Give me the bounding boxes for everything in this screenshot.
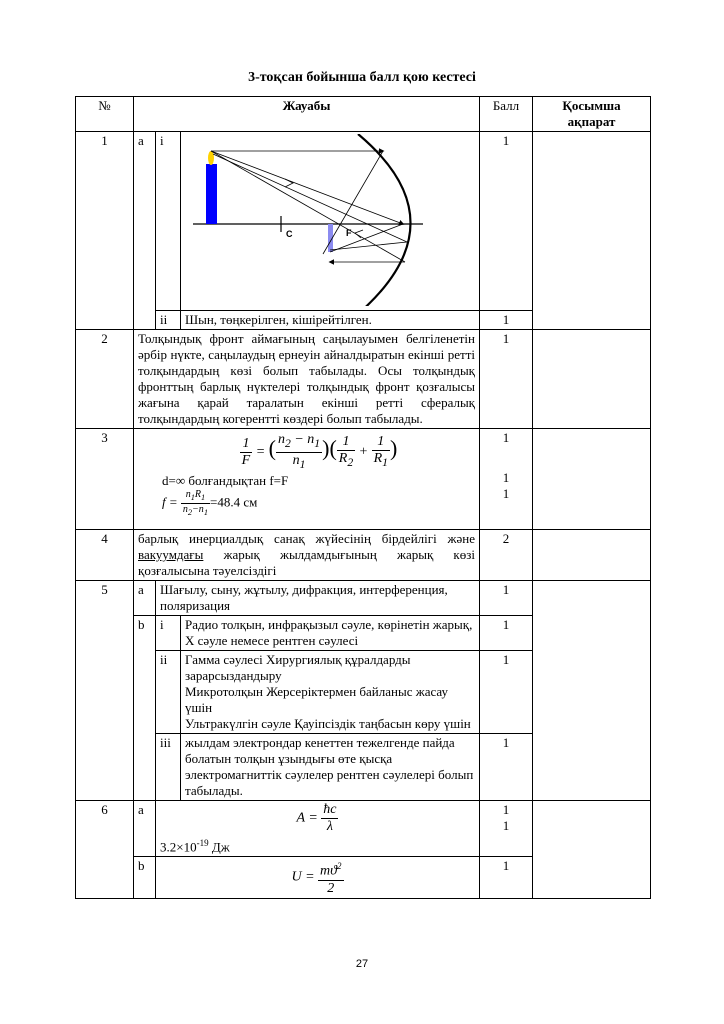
- q6-a-value: $3.2\times 10^{-19}$ Дж: [160, 838, 230, 855]
- q5-score-b-i: 1: [480, 616, 533, 651]
- mirror-ray-diagram: [193, 134, 423, 306]
- q1-diagram-cell: [181, 132, 480, 311]
- q2-extra: [533, 330, 651, 429]
- q2-text: Толқындық фронт аймағының саңылауымен белгіленетін әрбір нүкте, саңылаудың ернеуін айналдыратын екінші ретті толқындардың көзі болып табылады. Осы толқындық фронттың барлық нүктелері толқындық фронт қозғалысы жағына қарай таралатын екінші ретті сфералық толқындардың когерентті көздері болып табылады.: [134, 330, 480, 429]
- q3-condition: d=∞ болғандықтан f=F: [162, 472, 289, 488]
- grading-table: [75, 96, 651, 899]
- q5-b-iii-text: жылдам электрондар кенеттен тежелгенде пайда болатын толқын ұзындығы өте қысқа электромагниттік сәулелер рентген сәулелері болып табылады.: [181, 734, 480, 801]
- q4-text: барлық инерциалдық санақ жүйесінің бірдейлігі және вакуумдағы жарық жылдамдығының жарық көзі қозғалысына тәуелсіздігі: [134, 530, 480, 581]
- q3-score-1: 1: [502, 430, 510, 445]
- q6-score-a-2: 1: [502, 818, 510, 833]
- q6-a-answer: [156, 801, 480, 857]
- q2-number: 2: [76, 330, 134, 429]
- q5-part-a: a: [134, 581, 156, 616]
- q5-b-i-text: Радио толқын, инфрақызыл сәуле, көрінетін жарық, Х сәуле немесе рентген сәулесі: [181, 616, 480, 651]
- lensmaker-formula: $\frac{1}{F}$ = ( $\frac{n_2 - n_1}{n_1}$ )( $\frac{1}{R_2}$ + $\frac{1}{R_1}$ ): [241, 432, 398, 471]
- q1-score-i: 1: [480, 132, 533, 311]
- q2-score: 1: [480, 330, 533, 429]
- q5-b-ii-line: Микротолқын Жерсеріктермен байланыс жасау үшін: [185, 684, 449, 715]
- ray-center-reflected: [330, 242, 407, 250]
- ray-direction-arrow: [355, 230, 363, 238]
- q5-b-ii-line: Ультракүлгін сәуле Қауіпсіздік таңбасын көру үшін: [185, 716, 471, 731]
- q1-score-ii: 1: [480, 311, 533, 330]
- q5-row-a: [76, 581, 651, 616]
- q1-extra: [533, 132, 651, 330]
- q5-sub-iii: iii: [156, 734, 181, 801]
- q1-row-i: [76, 132, 651, 311]
- ray-from-vertex: [330, 224, 403, 252]
- q1-sub-ii: ii: [156, 311, 181, 330]
- q5-sub-ii: ii: [156, 651, 181, 734]
- q6-row-a: [76, 801, 651, 857]
- q6-extra: [533, 801, 651, 899]
- q3-result-line: f = $\frac{n_1R_1}{n_2-n_1}$ =48.4 см: [162, 488, 258, 517]
- q3-score-3: 1: [502, 486, 510, 501]
- concave-mirror: [358, 134, 411, 306]
- page-title: 3-тоқсан бойынша балл қою кестесі: [248, 70, 476, 85]
- q1-number: 1: [76, 132, 134, 330]
- q5-score-a: 1: [480, 581, 533, 616]
- candle-flame: [208, 151, 214, 165]
- photon-energy-formula: A = $\frac{ħc}{\lambda}$: [296, 802, 337, 834]
- q3-answer: [134, 429, 480, 530]
- q3-number: 3: [76, 429, 134, 530]
- q1-part-a: a: [134, 132, 156, 330]
- q1-sub-i: i: [156, 132, 181, 311]
- ray-direction-arrow: [285, 179, 293, 187]
- q6-b-answer: [156, 857, 480, 899]
- q6-score-b: 1: [480, 857, 533, 899]
- q6-part-a: a: [134, 801, 156, 857]
- header-score: Балл: [480, 97, 533, 132]
- q5-b-ii-line: Гамма сәулесі Хирургиялық құралдарды зарарсыздандыру: [185, 652, 411, 683]
- q3-score-2: 1: [502, 470, 510, 485]
- q1-ii-text: Шын, төңкерілген, кішірейтілген.: [181, 311, 480, 330]
- q4-number: 4: [76, 530, 134, 581]
- q5-score-b-ii: 1: [480, 651, 533, 734]
- header-extra: Қосымша ақпарат: [533, 97, 651, 132]
- q6-scores-a: [480, 801, 533, 857]
- q3-scores: [480, 429, 533, 530]
- q4-row: [76, 530, 651, 581]
- ray-to-vertex: [211, 151, 403, 224]
- header-no: №: [76, 97, 134, 132]
- q3-result: =48.4 см: [209, 494, 258, 510]
- q4-extra: [533, 530, 651, 581]
- label-c: C: [286, 229, 293, 239]
- q3-row: [76, 429, 651, 530]
- voltage-formula: U = $\frac{mϑ^2}{2}$: [160, 858, 475, 897]
- q4-score: 2: [480, 530, 533, 581]
- q3-extra: [533, 429, 651, 530]
- candle-object: [206, 164, 217, 224]
- header-row: [76, 97, 651, 132]
- q6-number: 6: [76, 801, 134, 899]
- label-f: F: [346, 228, 352, 238]
- q6-part-b: b: [134, 857, 156, 899]
- q5-extra: [533, 581, 651, 801]
- q5-a-text: Шағылу, сыну, жұтылу, дифракция, интерференция, поляризация: [156, 581, 480, 616]
- q6-score-a-1: 1: [502, 802, 510, 817]
- q5-sub-i: i: [156, 616, 181, 651]
- ray-center: [213, 154, 407, 242]
- q5-part-b: b: [134, 616, 156, 801]
- q5-score-b-iii: 1: [480, 734, 533, 801]
- q2-row: [76, 330, 651, 429]
- page-number: 27: [355, 958, 369, 970]
- q5-number: 5: [76, 581, 134, 801]
- q4-underlined: вакуумдағы: [138, 547, 204, 562]
- header-answer: Жауабы: [134, 97, 480, 132]
- q5-b-ii-text: [181, 651, 480, 734]
- ray-reflected-1: [323, 151, 383, 254]
- q3-fraction: $\frac{n_1R_1}{n_2-n_1}$: [182, 488, 208, 517]
